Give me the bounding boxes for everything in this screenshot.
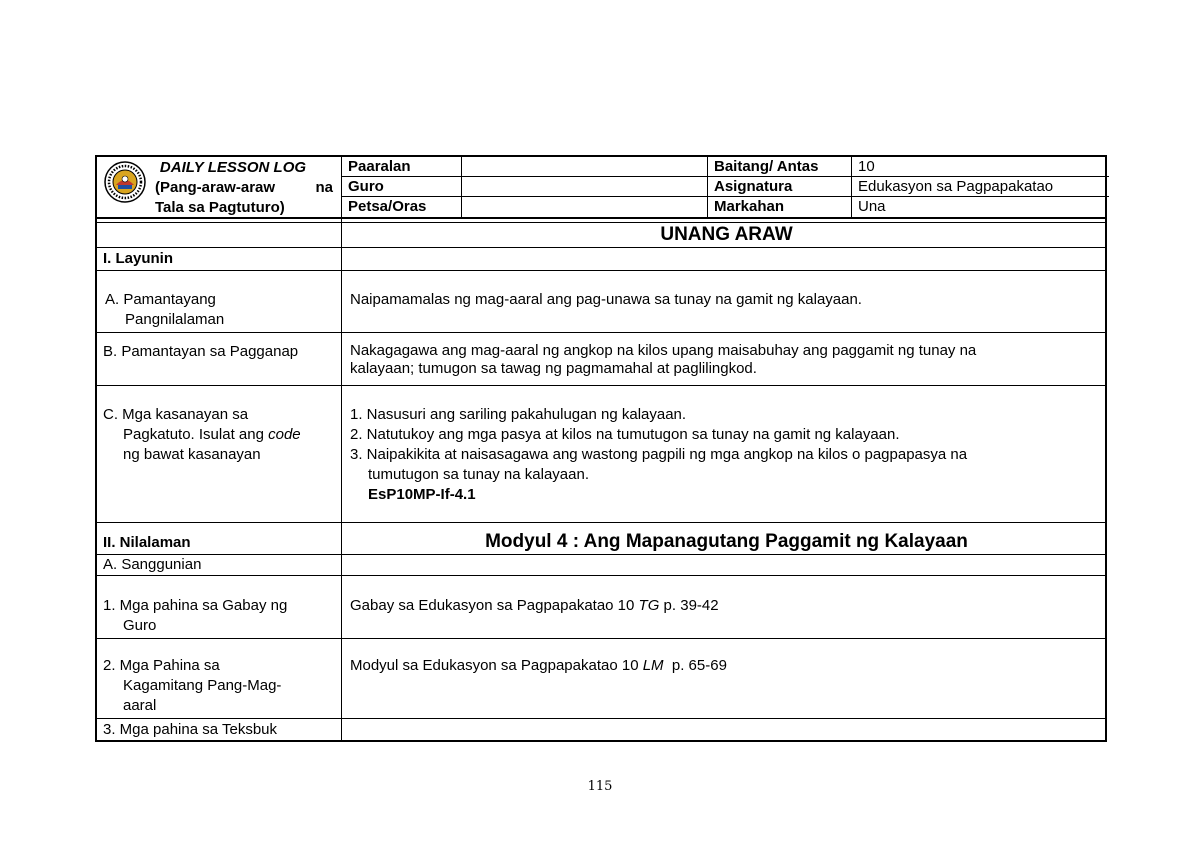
lesson-log-title (155, 158, 333, 218)
competency-code: EsP10MP-If-4.1 (368, 486, 476, 503)
title-line-2 (155, 178, 333, 198)
kasanayan-label-3: ng bawat kasanayan (123, 446, 261, 463)
value-asignatura: Edukasyon sa Pagpapakatao (852, 177, 1109, 197)
label-asignatura: Asignatura (708, 177, 852, 197)
list-item-continuation: tumutugon sa tunay na kalayaan. (368, 466, 589, 483)
kasanayan-list (342, 386, 1105, 522)
kagamitan-row (97, 639, 1105, 719)
title-line-2a: (Pang-araw-araw (155, 179, 276, 196)
day-row (97, 223, 1105, 248)
layunin-heading: I. Layunin (97, 248, 342, 270)
pagganap-text (342, 333, 1105, 385)
pamantayang-row (97, 271, 1105, 333)
label-guro: Guro (342, 177, 462, 197)
value-markahan: Una (858, 198, 886, 215)
pagganap-text-1: Nakagagawa ang mag-aaral ng angkop na kilos upang maisabuhay ang paggamit ng tunay na (350, 342, 977, 359)
list-item: 3. Naipakikita at naisasagawa ang wastong pagpili ng mga angkop na kilos o pagpapasya na (350, 446, 968, 463)
pagganap-label: B. Pamantayan sa Pagganap (97, 333, 342, 385)
teksbuk-row (97, 719, 1105, 740)
pamantayang-label-2: Pangnilalaman (125, 311, 225, 328)
pamantayang-text: Naipamamalas ng mag-aaral ang pag-unawa sa tunay na gamit ng kalayaan. (350, 291, 862, 308)
value-petsa (462, 197, 708, 217)
layunin-row (97, 248, 1105, 271)
main-table (95, 219, 1107, 742)
nilalaman-row (97, 523, 1105, 555)
kasanayan-row (97, 386, 1105, 523)
gabay-label-2: Guro (123, 617, 157, 634)
nilalaman-heading: II. Nilalaman (97, 523, 342, 554)
pagganap-text-2: kalayaan; tumugon sa tawag ng pagmamahal at paglilingkod. (350, 360, 757, 377)
pamantayang-label-1: A. Pamantayang (105, 291, 216, 308)
title-cell (97, 157, 342, 217)
kasanayan-label-2: Pagkatuto. Isulat ang code (123, 426, 301, 443)
label-paaralan: Paaralan (342, 157, 462, 177)
kagamitan-label (97, 639, 342, 718)
gabay-row (97, 576, 1105, 639)
value-baitang: 10 (852, 157, 1109, 177)
gabay-text: Gabay sa Edukasyon sa Pagpapakatao 10 TG p. 39-42 (350, 597, 719, 614)
title-line-3: Tala sa Pagtuturo) (155, 199, 285, 216)
list-item: 2. Natutukoy ang mga pasya at kilos na tumutugon sa tunay na gamit ng kalayaan. (350, 426, 900, 443)
kasanayan-label (97, 386, 342, 522)
lesson-log-document (95, 155, 1107, 742)
label-petsa: Petsa/Oras (342, 197, 462, 217)
sanggunian-row (97, 555, 1105, 576)
day-title: UNANG ARAW (660, 224, 793, 245)
kagamitan-label-2: Kagamitang Pang-Mag- (123, 677, 282, 694)
kasanayan-label-1: C. Mga kasanayan sa (103, 406, 249, 423)
gabay-label (97, 576, 342, 638)
kagamitan-text: Modyul sa Edukasyon sa Pagpapakatao 10 LM p. 65-69 (350, 657, 727, 674)
teksbuk-label: 3. Mga pahina sa Teksbuk (97, 719, 342, 740)
pagganap-row (97, 333, 1105, 386)
kagamitan-label-3: aaral (123, 697, 157, 714)
title-line-1: DAILY LESSON LOG (159, 159, 307, 176)
kagamitan-label-1: 2. Mga Pahina sa (103, 657, 220, 674)
header-table (95, 155, 1107, 219)
deped-seal-icon (104, 161, 146, 203)
page-number: 115 (587, 779, 613, 794)
title-line-2b: na (315, 179, 333, 196)
gabay-label-1: 1. Mga pahina sa Gabay ng (103, 597, 288, 614)
label-baitang: Baitang/ Antas (708, 157, 852, 177)
value-guro (462, 177, 708, 197)
pamantayang-label (97, 271, 342, 332)
value-paaralan (462, 157, 708, 177)
module-title: Modyul 4 : Ang Mapanagutang Paggamit ng Kalayaan (485, 531, 968, 552)
label-markahan: Markahan (708, 197, 852, 217)
sanggunian-heading: A. Sanggunian (97, 555, 342, 575)
list-item: 1. Nasusuri ang sariling pakahulugan ng kalayaan. (350, 406, 687, 423)
